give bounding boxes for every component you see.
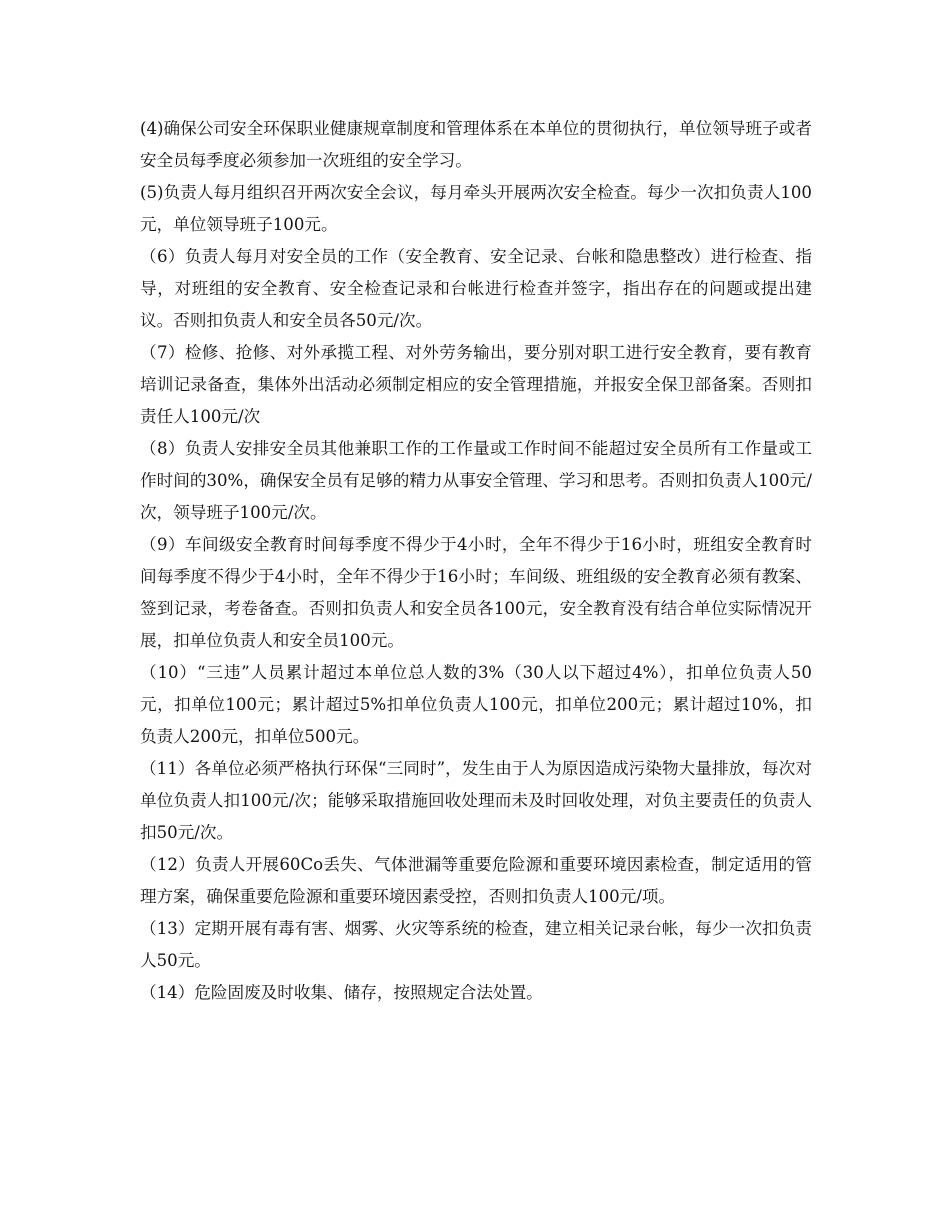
paragraph-13: （13）定期开展有毒有害、烟雾、火灾等系统的检查，建立相关记录台帐，每少一次扣负责人50元。 xyxy=(140,919,812,970)
paragraph-12: （12）负责人开展60Co丢失、气体泄漏等重要危险源和重要环境因素检查，制定适用的管理方案，确保重要危险源和重要环境因素受控，否则扣负责人100元/项。 xyxy=(140,855,812,906)
paragraph-14: （14）危险固废及时收集、储存，按照规定合法处置。 xyxy=(140,983,543,1002)
paragraph-11: （11）各单位必须严格执行环保“三同时”，发生由于人为原因造成污染物大量排放，每次对单位负责人扣100元/次；能够采取措施回收处理而未及时回收处理，对负主要责任的负责人扣50元/次。 xyxy=(140,759,812,842)
paragraph-7: （7）检修、抢修、对外承揽工程、对外劳务输出，要分别对职工进行安全教育，要有教育培训记录备查，集体外出活动必须制定相应的安全管理措施，并报安全保卫部备案。否则扣责任人100元/次 xyxy=(140,343,812,426)
document-page xyxy=(140,113,812,1009)
paragraph-9: （9）车间级安全教育时间每季度不得少于4小时，全年不得少于16小时，班组安全教育时间每季度不得少于4小时，全年不得少于16小时；车间级、班组级的安全教育必须有教案、签到记录，考卷备查。否则扣负责人和安全员各100元，安全教育没有结合单位实际情况开展，扣单位负责人和安全员100元。 xyxy=(140,535,812,650)
paragraph-8: （8）负责人安排安全员其他兼职工作的工作量或工作时间不能超过安全员所有工作量或工作时间的30%，确保安全员有足够的精力从事安全管理、学习和思考。否则扣负责人100元/次，领导班子100元/次。 xyxy=(140,439,812,522)
paragraph-10: （10）“三违”人员累计超过本单位总人数的3%（30人以下超过4%），扣单位负责人50元，扣单位100元；累计超过5%扣单位负责人100元，扣单位200元；累计超过10%，扣负责人200元，扣单位500元。 xyxy=(140,663,812,746)
paragraph-6: （6）负责人每月对安全员的工作（安全教育、安全记录、台帐和隐患整改）进行检查、指导，对班组的安全教育、安全检查记录和台帐进行检查并签字，指出存在的问题或提出建议。否则扣负责人和安全员各50元/次。 xyxy=(140,247,812,330)
paragraph-4: (4)确保公司安全环保职业健康规章制度和管理体系在本单位的贯彻执行，单位领导班子或者安全员每季度必须参加一次班组的安全学习。 xyxy=(140,119,812,170)
paragraph-5: (5)负责人每月组织召开两次安全会议，每月牵头开展两次安全检查。每少一次扣负责人100元，单位领导班子100元。 xyxy=(140,183,812,234)
